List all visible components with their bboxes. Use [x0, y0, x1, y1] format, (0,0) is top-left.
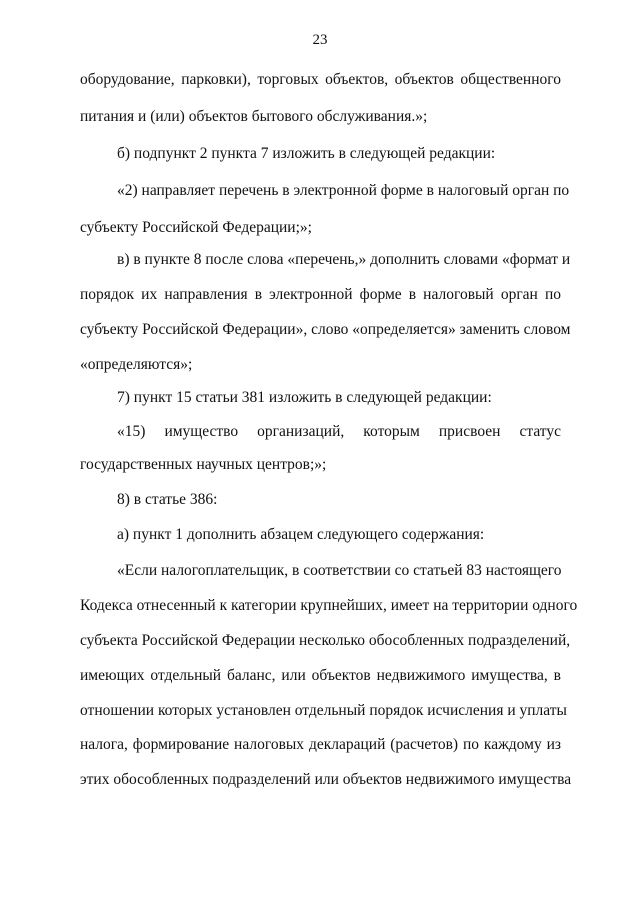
text-line: «определяются»;: [80, 356, 193, 373]
paragraph-first-line: «15) имущество организаций, которым присвоен статус: [117, 423, 561, 440]
paragraph-first-line: в) в пункте 8 после слова «перечень,» дополнить словами «формат и: [117, 251, 571, 268]
text-line: субъекту Российской Федерации», слово «определяется» заменить словом: [80, 321, 571, 338]
paragraph-first-line: «Если налогоплательщик, в соответствии со статьей 83 настоящего: [117, 562, 562, 579]
text-line: имеющих отдельный баланс, или объектов недвижимого имущества, в: [80, 667, 561, 684]
page-number: 23: [312, 32, 328, 48]
text-line: этих обособленных подразделений или объектов недвижимого имущества: [80, 771, 572, 788]
paragraph-first-line: а) пункт 1 дополнить абзацем следующего содержания:: [117, 526, 485, 543]
text-line: питания и (или) объектов бытового обслуживания.»;: [80, 108, 428, 125]
text-line: оборудование, парковки), торговых объектов, объектов общественного: [80, 71, 561, 88]
paragraph-first-line: б) подпункт 2 пункта 7 изложить в следующей редакции:: [117, 145, 496, 162]
paragraph-first-line: 7) пункт 15 статьи 381 изложить в следующей редакции:: [117, 389, 492, 406]
text-line: отношении которых установлен отдельный порядок исчисления и уплаты: [80, 702, 567, 719]
text-line: порядок их направления в электронной форме в налоговый орган по: [80, 286, 561, 303]
paragraph-first-line: 8) в статье 386:: [117, 491, 218, 508]
text-line: субъекту Российской Федерации;»;: [80, 219, 312, 236]
text-line: налога, формирование налоговых деклараций (расчетов) по каждому из: [80, 736, 561, 753]
paragraph-first-line: «2) направляет перечень в электронной форме в налоговый орган по: [117, 182, 570, 199]
text-line: государственных научных центров;»;: [80, 456, 327, 473]
text-line: Кодекса отнесенный к категории крупнейших, имеет на территории одного: [80, 597, 578, 614]
text-line: субъекта Российской Федерации несколько обособленных подразделений,: [80, 632, 571, 649]
